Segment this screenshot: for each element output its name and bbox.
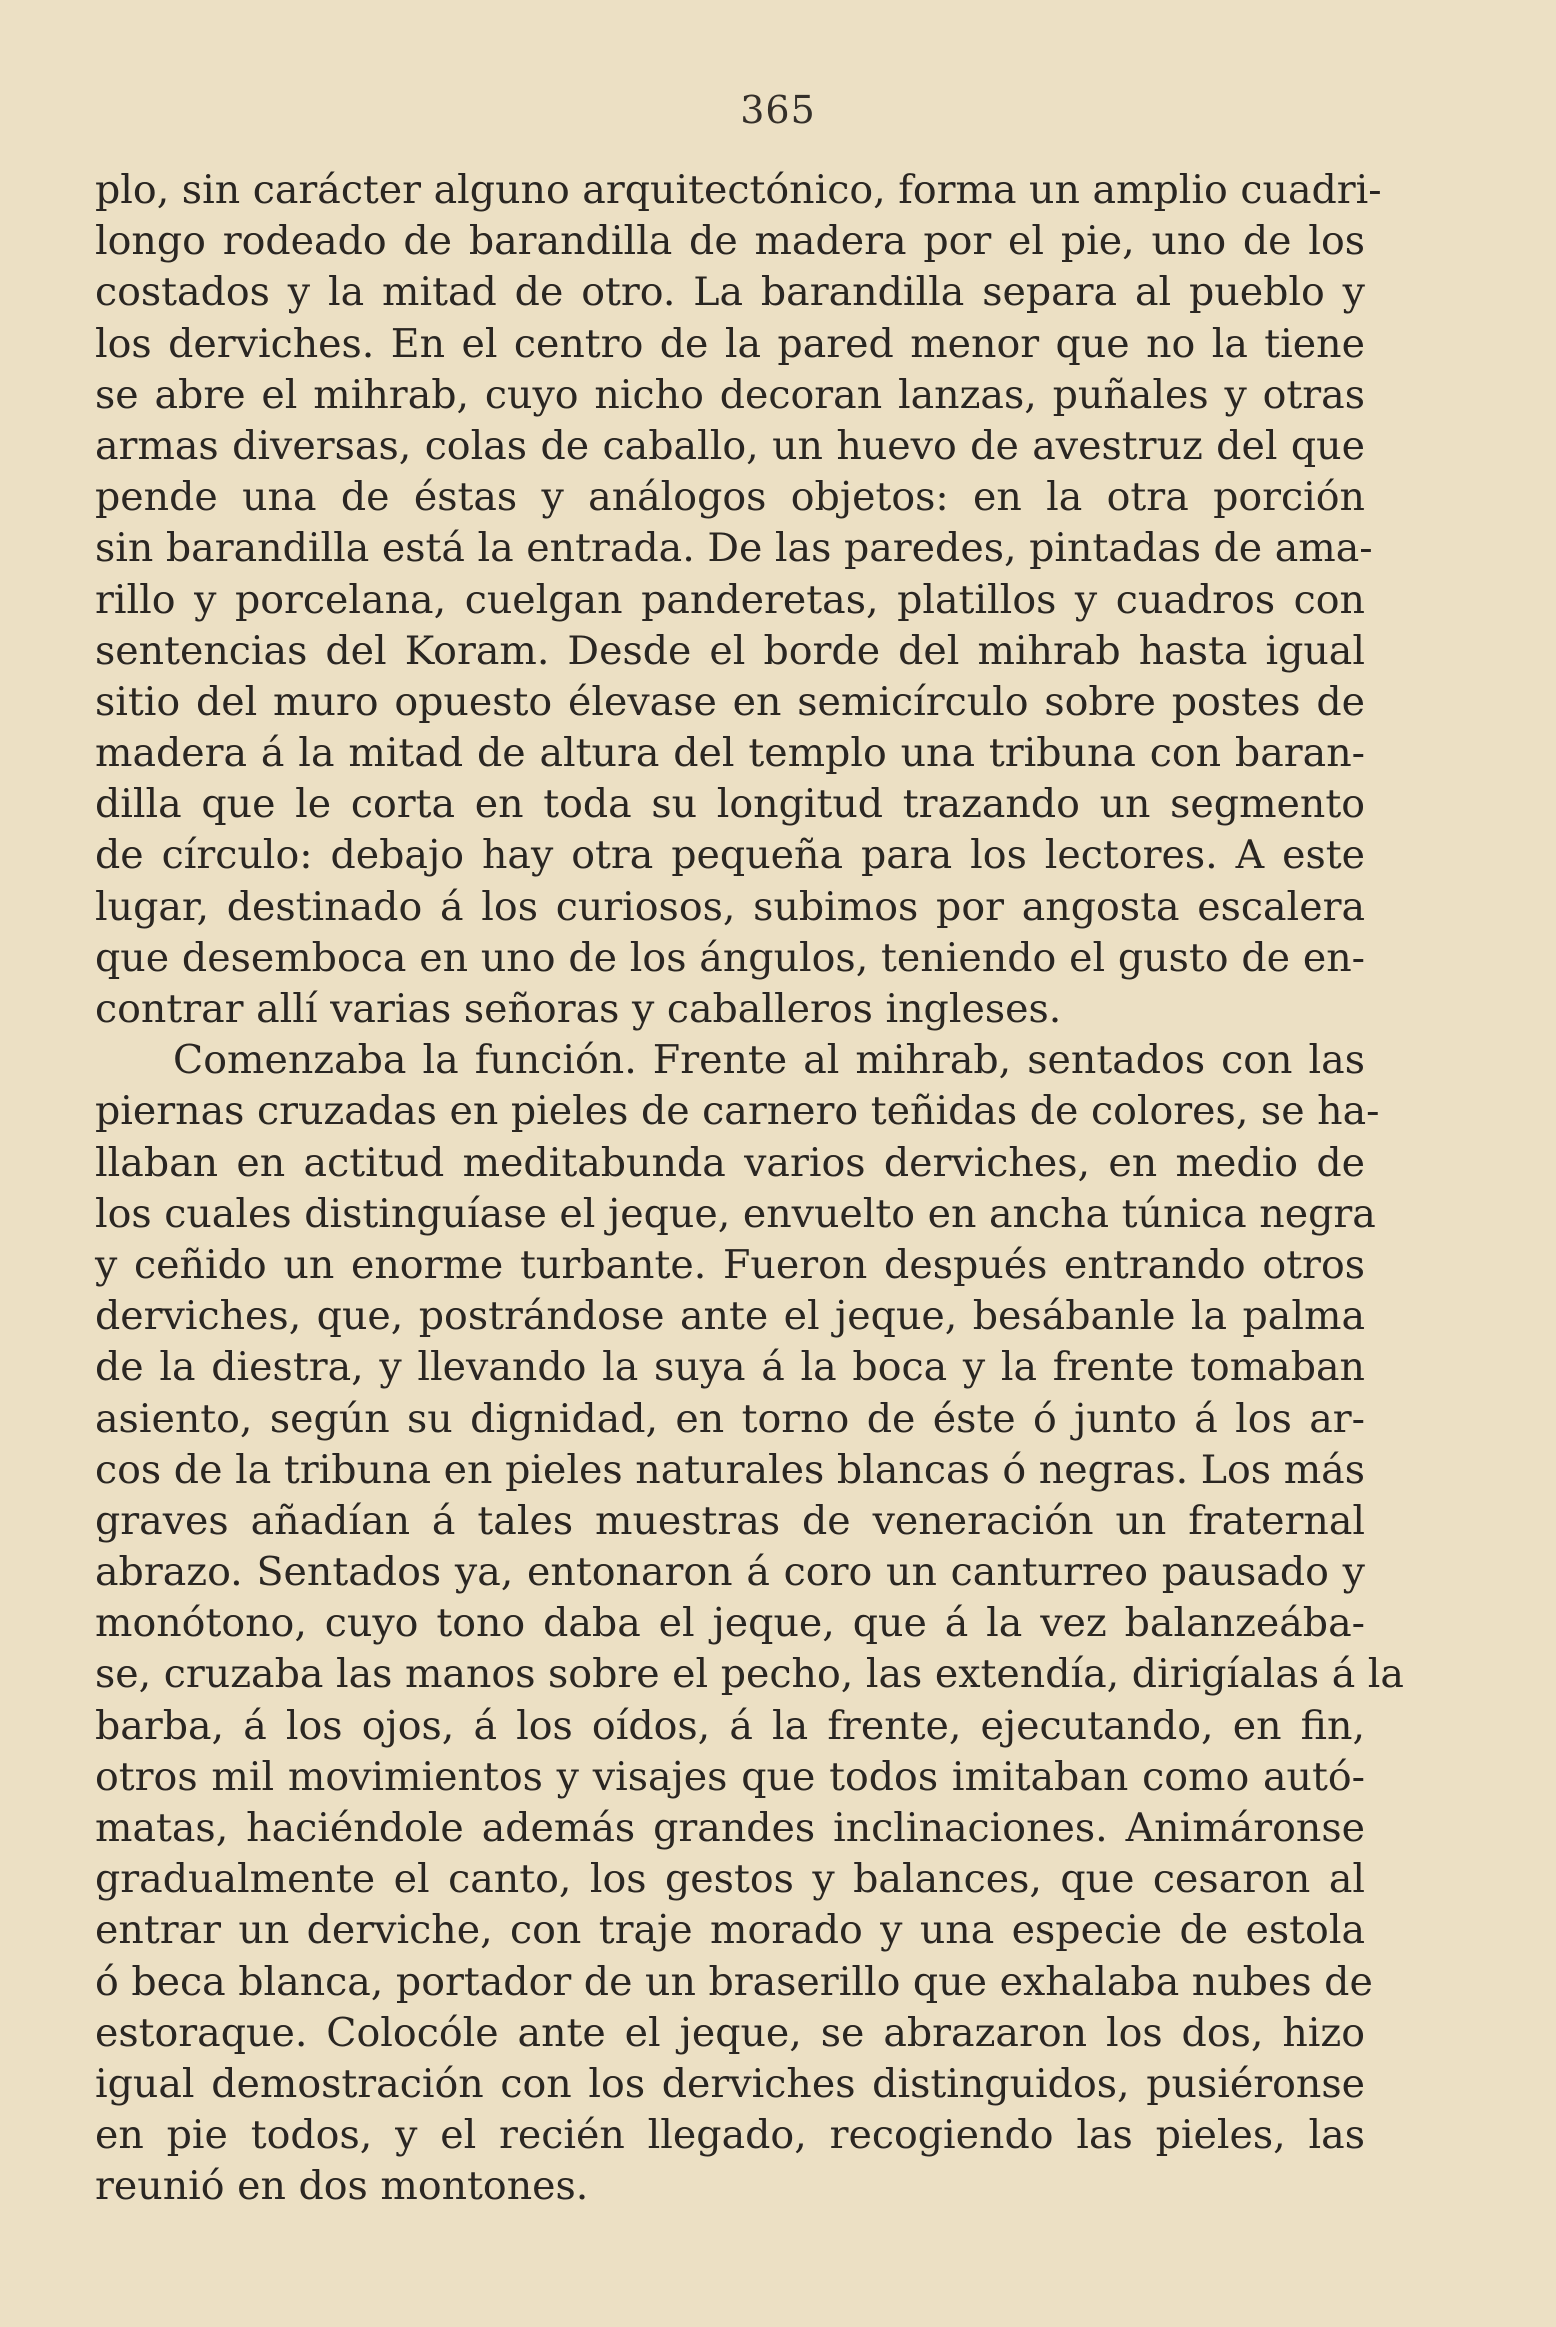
text-line: lugar, destinado á los curiosos, subimos por angosta escalera (95, 883, 1365, 930)
text-line: graves añadían á tales muestras de veneración un fraternal (95, 1497, 1365, 1544)
text-line: longo rodeado de barandilla de madera por el pie, uno de los (95, 218, 1365, 265)
text-line: plo, sin carácter alguno arquitectónico, forma un amplio cuadri- (95, 167, 1382, 213)
text-line: los derviches. En el centro de la pared menor que no la tiene (95, 320, 1365, 367)
text-line: barba, á los ojos, á los oídos, á la frente, ejecutando, en fin, (95, 1702, 1365, 1749)
text-line: los cuales distinguíase el jeque, envuelto en ancha túnica negra (95, 1190, 1376, 1237)
text-line: que desemboca en uno de los ángulos, teniendo el gusto de en- (95, 934, 1365, 981)
text-line: abrazo. Sentados ya, entonaron á coro un canturreo pausado y (95, 1549, 1365, 1596)
text-line: costados y la mitad de otro. La barandilla separa al pueblo y (95, 269, 1365, 316)
text-line: ó beca blanca, portador de un braserillo que exhalaba nubes de (95, 1958, 1373, 2005)
text-line: monótono, cuyo tono daba el jeque, que á la vez balanzeába- (95, 1600, 1365, 1647)
text-line: dilla que le corta en toda su longitud trazando un segmento (95, 781, 1365, 828)
text-line: sentencias del Koram. Desde el borde del mihrab hasta igual (95, 627, 1365, 674)
text-line: de círculo: debajo hay otra pequeña para los lectores. A este (95, 832, 1365, 879)
text-line: en pie todos, y el recién llegado, recogiendo las pieles, las (95, 2112, 1365, 2159)
page-number: 365 (740, 88, 816, 132)
text-line: rillo y porcelana, cuelgan panderetas, platillos y cuadros con (95, 576, 1365, 623)
text-line: entrar un derviche, con traje morado y una especie de estola (95, 1907, 1365, 1954)
paragraph-end-line: reunió en dos montones. (95, 2163, 589, 2210)
text-line: madera á la mitad de altura del templo una tribuna con baran- (95, 730, 1365, 777)
text-line: igual demostración con los derviches distinguidos, pusiéronse (95, 2060, 1365, 2107)
text-line: estoraque. Colocóle ante el jeque, se abrazaron los dos, hizo (95, 2009, 1365, 2056)
text-line: matas, haciéndole además grandes inclinaciones. Animáronse (95, 1805, 1365, 1851)
text-line: armas diversas, colas de caballo, un huevo de avestruz del que (95, 422, 1365, 469)
text-line: sin barandilla está la entrada. De las paredes, pintadas de ama- (95, 525, 1373, 572)
text-line: asiento, según su dignidad, en torno de éste ó junto á los ar- (95, 1395, 1365, 1442)
text-line: cos de la tribuna en pieles naturales blancas ó negras. Los más (95, 1446, 1365, 1493)
text-line: otros mil movimientos y visajes que todos imitaban como autó- (95, 1753, 1365, 1800)
paragraph-start-line: Comenzaba la función. Frente al mihrab, sentados con las (173, 1037, 1365, 1084)
text-line: gradualmente el canto, los gestos y balances, que cesaron al (95, 1856, 1365, 1903)
text-line: se, cruzaba las manos sobre el pecho, las extendía, dirigíalas á la (95, 1651, 1404, 1698)
text-line: pende una de éstas y análogos objetos: en la otra porción (95, 474, 1365, 521)
text-line: llaban en actitud meditabunda varios derviches, en medio de (95, 1139, 1365, 1186)
text-line: se abre el mihrab, cuyo nicho decoran lanzas, puñales y otras (95, 371, 1365, 418)
body-text (95, 165, 1404, 2213)
paragraph-end-line: contrar allí varias señoras y caballeros ingleses. (95, 986, 1062, 1032)
text-line: piernas cruzadas en pieles de carnero teñidas de colores, se ha- (95, 1088, 1380, 1135)
text-line: de la diestra, y llevando la suya á la boca y la frente tomaban (95, 1344, 1365, 1391)
text-line: sitio del muro opuesto élevase en semicírculo sobre postes de (95, 678, 1365, 725)
text-line: y ceñido un enorme turbante. Fueron después entrando otros (95, 1241, 1365, 1288)
text-line: derviches, que, postrándose ante el jeque, besábanle la palma (95, 1293, 1365, 1340)
